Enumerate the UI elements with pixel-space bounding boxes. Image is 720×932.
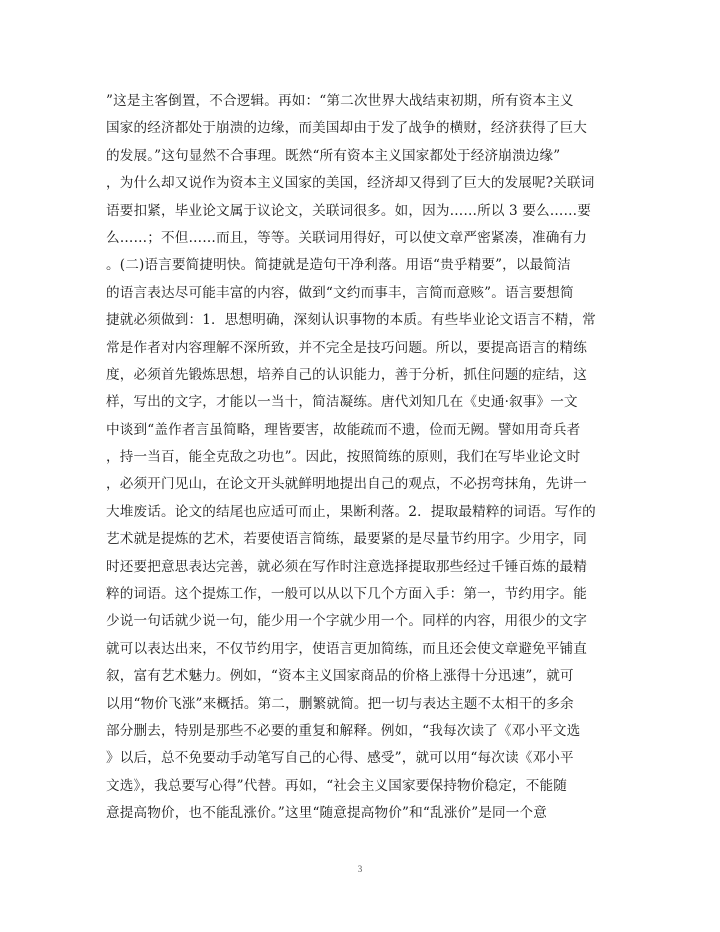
text-line: 时还要把意思表达完善，就必须在写作时注意选择提取那些经过千锤百炼的最精 [106, 558, 588, 575]
text-line: 艺术就是提炼的艺术，若要使语言简练，最要紧的是尽量节约用字。少用字，同 [106, 531, 588, 548]
text-line: 常是作者对内容理解不深所致，并不完全是技巧问题。所以，要提高语言的精练 [106, 339, 588, 356]
text-line: 度，必须首先锻炼思想，培养自己的认识能力，善于分析，抓住问题的症结，这 [106, 366, 588, 383]
text-line: 语要扣紧，毕业论文属于议论文，关联词很多。如，因为……所以 3 要么……要 [106, 202, 592, 219]
text-line: ，必须开门见山，在论文开头就鲜明地提出自己的观点，不必拐弯抹角，先讲一 [106, 476, 588, 493]
text-line: ”这是主客倒置，不合逻辑。再如：“第二次世界大战结束初期，所有资本主义 [106, 93, 574, 109]
text-line: 么……；不但……而且，等等。关联词用得好，可以使文章严密紧凑，准确有力 [106, 229, 588, 246]
text-line: 的语言表达尽可能丰富的内容，做到“文约而事丰，言简而意赅”。语言要想简 [106, 284, 574, 301]
text-line: 文选》，我总要写心得”代替。再如，“社会主义国家要保持物价稳定，不能随 [106, 777, 567, 794]
text-line: 》以后，总不免要动手动笔写自己的心得、感受”，就可以用“每次读《邓小平 [106, 750, 574, 767]
page-number: 3 [357, 864, 363, 874]
text-line: 捷就必须做到：1．思想明确，深刻认识事物的本质。有些毕业论文语言不精，常 [106, 312, 596, 329]
text-line: 少说一句话就少说一句，能少用一个字就少用一个。同样的内容，用很少的文字 [106, 613, 588, 630]
text-line: 以用“物价飞涨”来概括。第二，删繁就简。把一切与表达主题不太相干的多余 [106, 695, 574, 712]
text-line: 意提高物价，也不能乱涨价。”这里“随意提高物价”和“乱涨价”是同一个意 [106, 805, 548, 822]
body-text [106, 88, 626, 828]
text-line: 部分删去，特别是那些不必要的重复和解释。例如，“我每次读了《邓小平文选 [106, 722, 581, 739]
text-line: 国家的经济都处于崩溃的边缘，而美国却由于发了战争的横财，经济获得了巨大 [106, 120, 588, 137]
text-line: ，持一当百，能全克敌之功也”。因此，按照简练的原则，我们在写毕业论文时 [106, 449, 581, 466]
text-line: 。(二)语言要简捷明快。简捷就是造句干净利落。用语“贵乎精要”，以最简洁 [106, 257, 571, 274]
text-line: 的发展。”这句显然不合事理。既然“所有资本主义国家都处于经济崩溃边缘” [106, 147, 561, 164]
text-line: 粹的词语。这个提炼工作，一般可以从以下几个方面入手：第一，节约用字。能 [106, 586, 588, 603]
text-line: 大堆废话。论文的结尾也应适可而止，果断利落。2．提取最精粹的词语。写作的 [106, 503, 596, 520]
text-line: 叙，富有艺术魅力。例如，“资本主义国家商品的价格上涨得十分迅速”，就可 [106, 668, 574, 685]
text-line: 就可以表达出来，不仅节约用字，使语言更加简练，而且还会使文章避免平铺直 [106, 640, 588, 657]
text-line: ，为什么却又说作为资本主义国家的美国，经济却又得到了巨大的发展呢?关联词 [106, 175, 595, 192]
text-line: 中谈到“盖作者言虽简略，理皆要害，故能疏而不遗，俭而无阙。譬如用奇兵者 [106, 421, 581, 438]
text-line: 样，写出的文字，才能以一当十，简洁凝练。唐代刘知几在《史通·叙事》一文 [106, 394, 578, 411]
